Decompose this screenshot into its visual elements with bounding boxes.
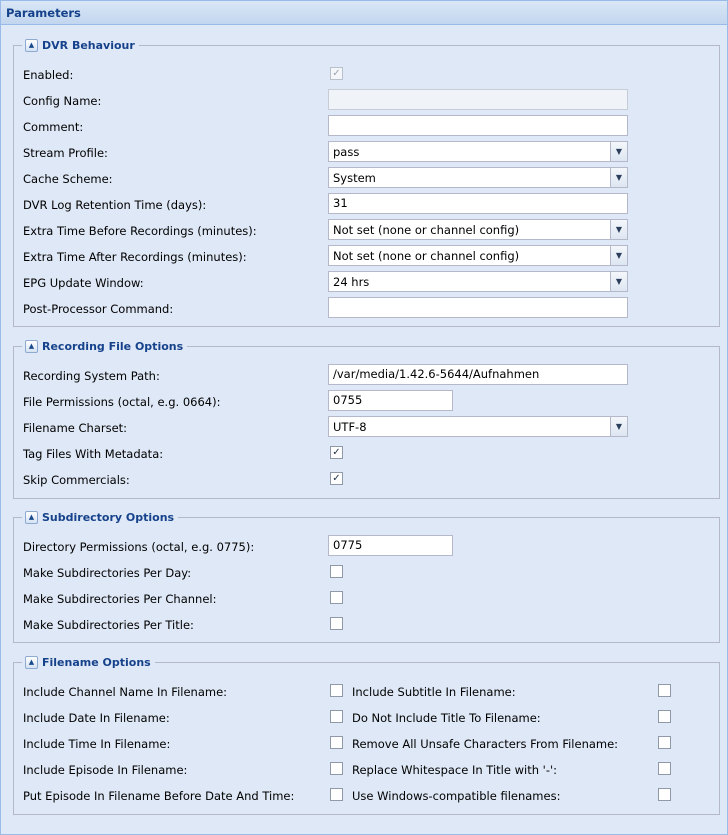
collapse-icon[interactable]: ▲ (25, 656, 38, 669)
chevron-down-icon[interactable]: ▼ (610, 142, 627, 161)
dir-perm-row (23, 535, 713, 557)
file-perm-input[interactable]: 0755 (328, 390, 453, 411)
charset-value: UTF-8 (333, 420, 367, 434)
per-title-row (23, 613, 713, 635)
log-retention-row (23, 193, 713, 215)
recording-title: Recording File Options (42, 339, 184, 353)
dvr-behaviour-fieldset (13, 38, 720, 327)
chevron-down-icon[interactable]: ▼ (610, 220, 627, 239)
dvr-behaviour-title: DVR Behaviour (42, 38, 135, 52)
comment-input[interactable] (328, 115, 628, 136)
filename-left-label: Include Episode In Filename: (23, 763, 188, 777)
extra-after-select[interactable] (328, 245, 628, 266)
per-channel-label: Make Subdirectories Per Channel: (23, 592, 217, 606)
file-perm-label: File Permissions (octal, e.g. 0664): (23, 395, 221, 409)
filename-right-checkbox[interactable] (658, 788, 671, 801)
chevron-down-icon[interactable]: ▼ (610, 272, 627, 291)
filename-right-checkbox[interactable] (658, 710, 671, 723)
filename-left-label: Include Channel Name In Filename: (23, 685, 228, 699)
file-perm-row (23, 390, 713, 412)
subdir-legend[interactable] (22, 509, 178, 525)
collapse-icon[interactable]: ▲ (25, 340, 38, 353)
filename-right-label: Include Subtitle In Filename: (352, 685, 516, 699)
extra-after-row (23, 245, 713, 267)
dvr-behaviour-legend[interactable] (22, 37, 139, 53)
filename-right-label: Do Not Include Title To Filename: (352, 711, 541, 725)
filename-right-checkbox[interactable] (658, 762, 671, 775)
per-title-label: Make Subdirectories Per Title: (23, 618, 194, 632)
dir-perm-label: Directory Permissions (octal, e.g. 0775): (23, 540, 255, 554)
chevron-down-icon[interactable]: ▼ (610, 417, 627, 436)
filename-row (23, 784, 713, 806)
tag-label: Tag Files With Metadata: (23, 447, 164, 461)
per-day-label: Make Subdirectories Per Day: (23, 566, 192, 580)
filename-row (23, 758, 713, 780)
filename-right-checkbox[interactable] (658, 736, 671, 749)
tag-checkbox[interactable]: ✓ (330, 446, 343, 459)
filename-left-checkbox[interactable] (330, 684, 343, 697)
extra-before-row (23, 219, 713, 241)
charset-row (23, 416, 713, 438)
filename-left-checkbox[interactable] (330, 710, 343, 723)
config-name-row (23, 89, 713, 111)
stream-profile-select[interactable] (328, 141, 628, 162)
cache-scheme-value: System (333, 171, 376, 185)
extra-before-label: Extra Time Before Recordings (minutes): (23, 224, 257, 238)
filename-row (23, 732, 713, 754)
chevron-down-icon[interactable]: ▼ (610, 246, 627, 265)
filename-left-checkbox[interactable] (330, 762, 343, 775)
filename-left-label: Include Time In Filename: (23, 737, 171, 751)
extra-after-value: Not set (none or channel config) (333, 249, 520, 263)
charset-select[interactable] (328, 416, 628, 437)
panel-title: Parameters (1, 1, 727, 25)
per-channel-checkbox[interactable] (330, 591, 343, 604)
comment-label: Comment: (23, 120, 84, 134)
collapse-icon[interactable]: ▲ (25, 511, 38, 524)
path-label: Recording System Path: (23, 369, 160, 383)
filename-left-checkbox[interactable] (330, 736, 343, 749)
stream-profile-label: Stream Profile: (23, 146, 108, 160)
extra-before-value: Not set (none or channel config) (333, 223, 520, 237)
filename-right-label: Replace Whitespace In Title with '-': (352, 763, 558, 777)
skip-label: Skip Commercials: (23, 473, 130, 487)
path-row (23, 364, 713, 386)
postproc-label: Post-Processor Command: (23, 302, 174, 316)
enabled-label: Enabled: (23, 68, 74, 82)
config-name-input[interactable] (328, 89, 628, 110)
postproc-input[interactable] (328, 297, 628, 318)
config-name-label: Config Name: (23, 94, 102, 108)
stream-profile-row (23, 141, 713, 163)
filename-right-label: Use Windows-compatible filenames: (352, 789, 561, 803)
extra-after-label: Extra Time After Recordings (minutes): (23, 250, 247, 264)
log-retention-label: DVR Log Retention Time (days): (23, 198, 207, 212)
filename-right-label: Remove All Unsafe Characters From Filename: (352, 737, 619, 751)
filename-right-checkbox[interactable] (658, 684, 671, 697)
filename-left-checkbox[interactable] (330, 788, 343, 801)
filename-fieldset (13, 655, 720, 815)
filename-title: Filename Options (42, 655, 151, 669)
charset-label: Filename Charset: (23, 421, 128, 435)
collapse-icon[interactable]: ▲ (25, 39, 38, 52)
epg-window-value: 24 hrs (333, 275, 370, 289)
per-day-row (23, 561, 713, 583)
cache-scheme-label: Cache Scheme: (23, 172, 113, 186)
enabled-checkbox[interactable]: ✓ (330, 67, 343, 80)
skip-row (23, 468, 713, 490)
filename-left-label: Put Episode In Filename Before Date And Time: (23, 789, 295, 803)
epg-window-select[interactable] (328, 271, 628, 292)
filename-legend[interactable] (22, 654, 155, 670)
stream-profile-value: pass (333, 145, 360, 159)
recording-legend[interactable] (22, 338, 187, 354)
per-day-checkbox[interactable] (330, 565, 343, 578)
filename-row (23, 680, 713, 702)
recording-fieldset (13, 339, 720, 499)
tag-row (23, 442, 713, 464)
per-title-checkbox[interactable] (330, 617, 343, 630)
cache-scheme-select[interactable] (328, 167, 628, 188)
epg-window-row (23, 271, 713, 293)
postproc-row (23, 297, 713, 319)
per-channel-row (23, 587, 713, 609)
log-retention-input[interactable]: 31 (328, 193, 628, 214)
extra-before-select[interactable] (328, 219, 628, 240)
subdir-fieldset (13, 510, 720, 643)
path-input[interactable]: /var/media/1.42.6-5644/Aufnahmen (328, 364, 628, 385)
subdir-title: Subdirectory Options (42, 510, 175, 524)
cache-scheme-row (23, 167, 713, 189)
epg-window-label: EPG Update Window: (23, 276, 144, 290)
filename-left-label: Include Date In Filename: (23, 711, 170, 725)
chevron-down-icon[interactable]: ▼ (610, 168, 627, 187)
filename-row (23, 706, 713, 728)
skip-checkbox[interactable]: ✓ (330, 472, 343, 485)
dir-perm-input[interactable]: 0775 (328, 535, 453, 556)
enabled-row (23, 63, 713, 85)
comment-row (23, 115, 713, 137)
